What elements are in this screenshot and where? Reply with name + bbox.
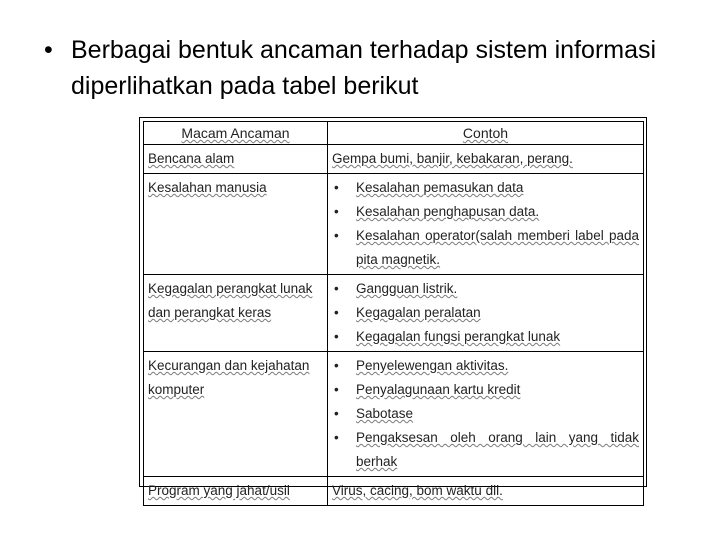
threat-label: Kesalahan manusia (148, 180, 267, 195)
title-bullet: • (44, 36, 53, 64)
threat-label: Bencana alam (148, 151, 235, 166)
threat-cell (144, 275, 328, 352)
threat-label: Kegagalan perangkat lunak dan perangkat keras (148, 281, 313, 320)
example-cell (328, 477, 644, 506)
title-text: Berbagai bentuk ancaman terhadap sistem informasi diperlihatkan pada tabel berikut (71, 36, 657, 100)
table-row (144, 352, 644, 477)
bullet-dot: • (334, 358, 339, 373)
bullet-dot: • (334, 329, 339, 344)
threat-cell (144, 145, 328, 174)
header-example-label: Contoh (462, 125, 509, 141)
slide-title (44, 32, 684, 104)
example-item-text: Kegagalan peralatan (356, 305, 481, 320)
list-item (332, 325, 639, 349)
list-item (332, 378, 639, 402)
threat-table-frame (139, 117, 647, 498)
bullet-dot: • (334, 406, 339, 421)
bullet-dot: • (334, 305, 339, 320)
example-cell (328, 174, 644, 275)
bullet-dot: • (334, 180, 339, 195)
example-item-text: Kesalahan operator(salah memberi label pada pita magnetik. (356, 228, 639, 267)
example-text: Gempa bumi, banjir, kebakaran, perang. (332, 151, 573, 166)
bullet-dot: • (334, 228, 339, 243)
threat-label: Program yang jahat/usil (148, 483, 290, 498)
example-cell (328, 352, 644, 477)
example-item-text: Kesalahan pemasukan data (356, 180, 524, 195)
list-item (332, 200, 639, 224)
example-list (332, 354, 639, 474)
list-item (332, 354, 639, 378)
bullet-dot: • (334, 382, 339, 397)
example-list (332, 176, 639, 272)
list-item (332, 426, 639, 474)
bullet-dot: • (334, 430, 339, 445)
example-cell (328, 275, 644, 352)
threat-table (143, 121, 644, 506)
example-list (332, 277, 639, 349)
list-item (332, 224, 639, 272)
table-row (144, 145, 644, 174)
table-row (144, 477, 644, 506)
bullet-dot: • (334, 204, 339, 219)
list-item (332, 402, 639, 426)
threat-cell (144, 174, 328, 275)
example-item-text: Penyelewengan aktivitas. (356, 358, 509, 373)
table-header-row (144, 122, 644, 145)
list-item (332, 176, 639, 200)
example-text: Virus, cacing, bom waktu dll. (332, 483, 503, 498)
example-item-text: Pengaksesan oleh orang lain yang tidak berhak (356, 430, 639, 469)
list-item (332, 277, 639, 301)
threat-cell (144, 477, 328, 506)
threat-label: Kecurangan dan kejahatan komputer (148, 358, 310, 397)
bullet-dot: • (334, 281, 339, 296)
example-item-text: Penyalagunaan kartu kredit (356, 382, 521, 397)
header-example (328, 122, 644, 145)
example-cell (328, 145, 644, 174)
threat-cell (144, 352, 328, 477)
example-item-text: Kesalahan penghapusan data. (356, 204, 540, 219)
header-threat-type (144, 122, 328, 145)
table-row (144, 275, 644, 352)
example-item-text: Sabotase (356, 406, 414, 421)
example-item-text: Gangguan listrik. (356, 281, 458, 296)
list-item (332, 301, 639, 325)
example-item-text: Kegagalan fungsi perangkat lunak (356, 329, 561, 344)
table-row (144, 174, 644, 275)
header-threat-type-label: Macam Ancaman (181, 125, 290, 141)
